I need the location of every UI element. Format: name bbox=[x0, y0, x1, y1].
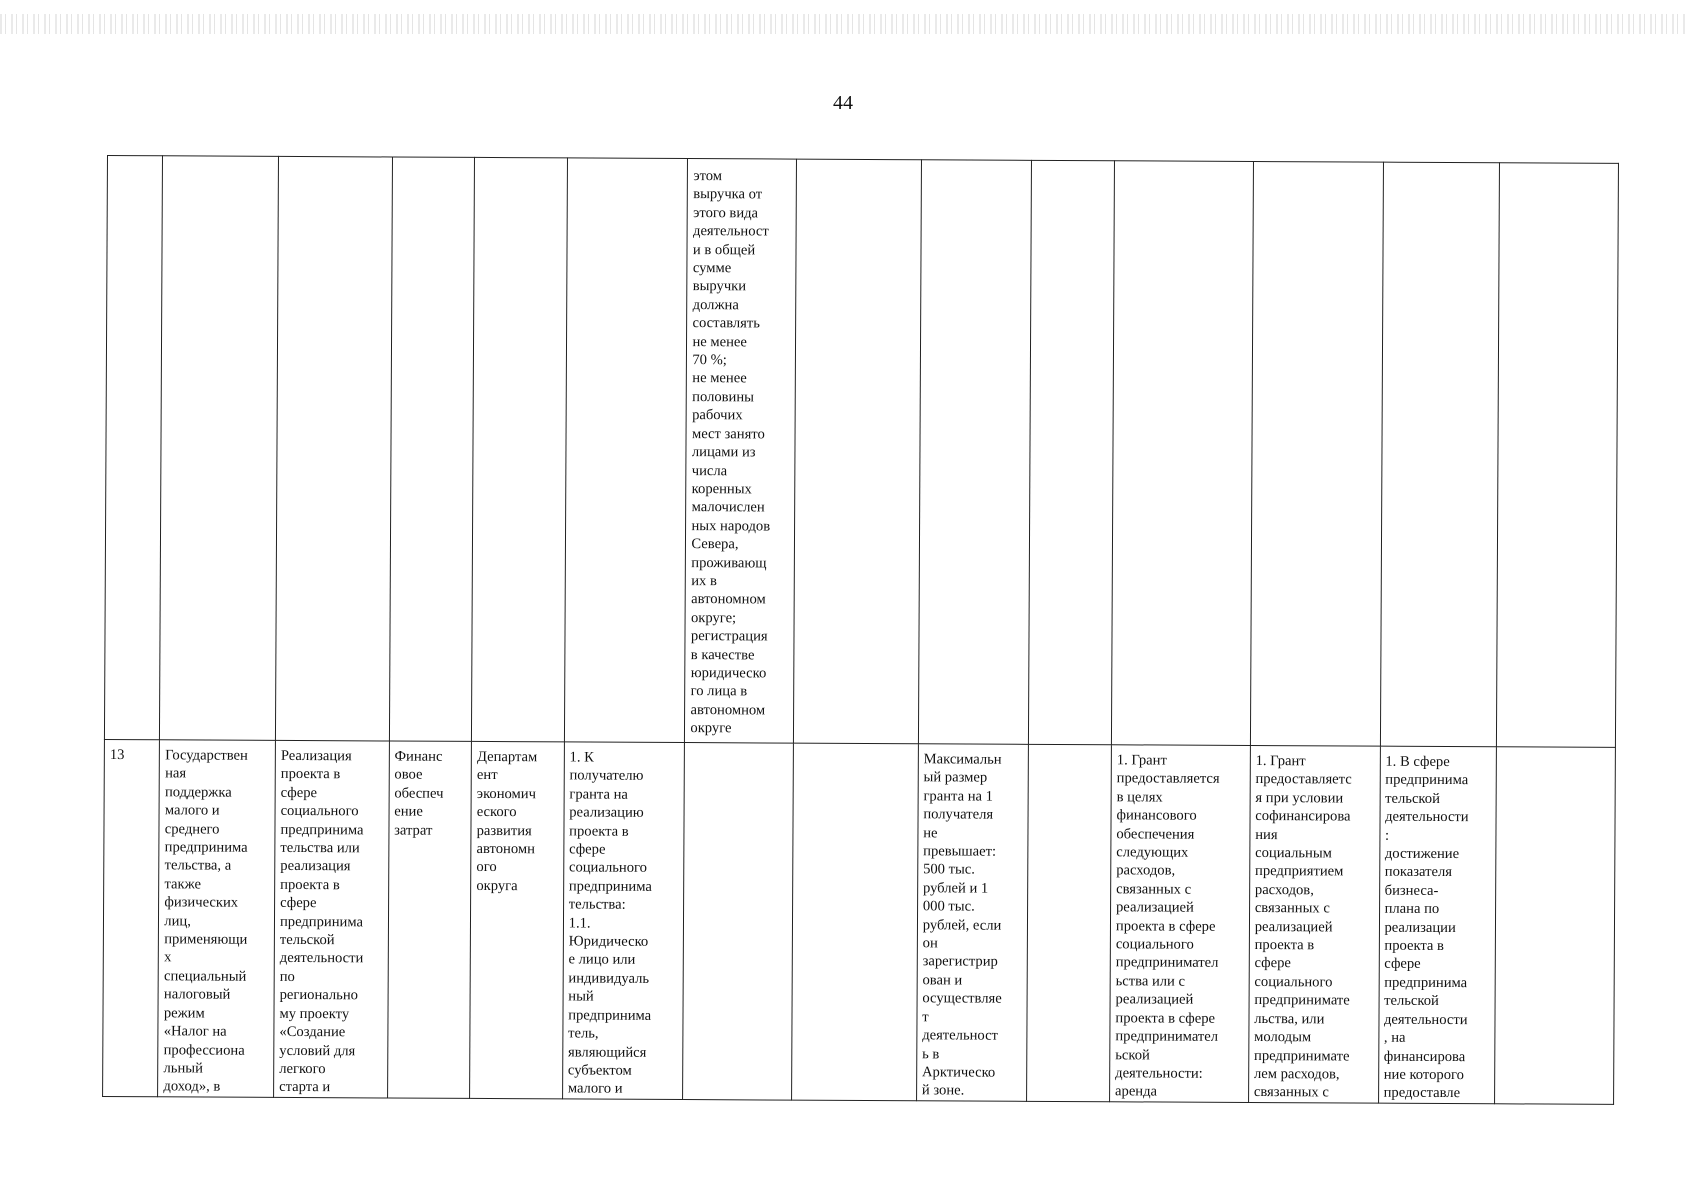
scan-artifact bbox=[0, 14, 1686, 34]
document-table bbox=[102, 155, 1619, 1105]
table-cell bbox=[389, 157, 475, 741]
table-cell bbox=[1380, 162, 1500, 747]
table-cell bbox=[472, 157, 568, 741]
table-cell bbox=[160, 156, 279, 741]
table-row-13 bbox=[103, 739, 1616, 1104]
table-cell-expenses: 1. Грант предоставляется в целях финансового обеспечения следующих расходов, связанных с реализацией проекта в сфере социального предпринимател ьства или с реализацией проекта в сфере предпринимател ьской деятельности: аренда bbox=[1110, 745, 1251, 1102]
table-cell-purpose: Реализация проекта в сфере социального предпринима тельства или реализация проекта в сфере предпринима тельской деятельности по регионально му проекту «Создание условий для легкого старта и bbox=[274, 740, 390, 1097]
table-cell bbox=[918, 160, 1032, 745]
table-cell bbox=[275, 156, 392, 741]
table-cell-cofinancing: 1. Грант предоставляетс я при условии софинансирова ния социальным предприятием расходов, связанных с реализацией проекта в сфере социального предпринимате льства, или молодым предпринимате лем расходов, связанных с bbox=[1248, 745, 1380, 1102]
table-cell bbox=[794, 159, 922, 744]
table-cell bbox=[564, 158, 688, 743]
table-cell-form: Финанс овое обеспеч ение затрат bbox=[387, 741, 471, 1098]
table-cell bbox=[683, 743, 794, 1100]
table-cell bbox=[1495, 747, 1616, 1104]
table-cell-conditions-continued: этом выручка от этого вида деятельност и в общей сумме выручки должна составлять не менее 70 %; не менее половины рабочих мест занято лицами из числа коренных малочислен ных народов Севера, проживающ их в автономном округе; регистрация в качестве юридическо го лица в автономном округе bbox=[685, 159, 797, 744]
table-cell-row-number: 13 bbox=[103, 739, 160, 1096]
table-cell bbox=[1497, 163, 1619, 748]
table-cell bbox=[1029, 160, 1115, 744]
table-cell-result: 1. В сфере предпринима тельской деятельности : достижение показателя бизнеса- плана по реализации проекта в сфере предпринима тельской деятельности , на финансирова ние которого предоставле bbox=[1378, 746, 1497, 1103]
table-cell-program: Государствен ная поддержка малого и среднего предпринима тельства, а также физических лиц, применяющи х специальный налоговый режим «Налог на профессиона льный доход», в bbox=[158, 740, 276, 1097]
page-number: 44 bbox=[833, 92, 853, 114]
table-cell-max-amount: Максимальн ый размер гранта на 1 получателя не превышает: 500 тыс. рублей и 1 000 тыс. рублей, если он зарегистрир ован и осуществляе т деятельност ь в Арктическо й зоне. bbox=[916, 744, 1029, 1101]
table-cell bbox=[1111, 161, 1253, 746]
table-cell bbox=[1250, 162, 1383, 747]
table-row-continued bbox=[104, 156, 1618, 748]
table-cell bbox=[1027, 744, 1111, 1101]
table-cell bbox=[792, 743, 919, 1100]
table-cell bbox=[104, 156, 162, 740]
table-cell-department: Департам ент экономич еского развития автономн ого округа bbox=[470, 741, 564, 1098]
table-cell-recipients: 1. К получателю гранта на реализацию проекта в сфере социального предпринима тельства: 1.1. Юридическо е лицо или индивидуаль ный предпринима тель, являющийся субъектом малого и bbox=[562, 742, 685, 1099]
